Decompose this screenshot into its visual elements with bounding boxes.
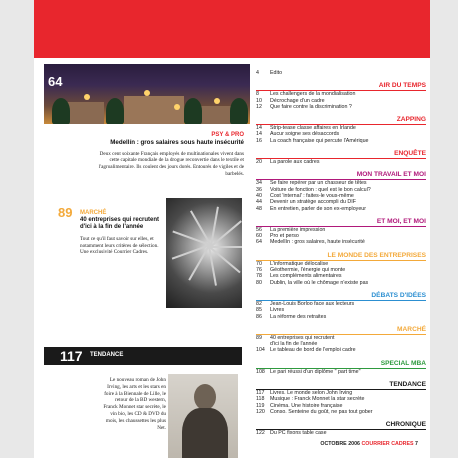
feature1-page-number: 64 [48, 74, 63, 89]
toc-page-number: 122 [256, 430, 265, 437]
toc-section-heading: ZAPPING [256, 116, 426, 125]
toc-section-heading: AIR DU TEMPS [256, 82, 426, 91]
toc-page-number: 108 [256, 368, 265, 375]
toc-page-number: 34 [256, 180, 262, 187]
toc-entry-title: Voiture de fonction : quel est le bon calcul? [270, 186, 371, 193]
toc-entry [256, 430, 426, 436]
feature2-page-number: 89 [58, 205, 73, 220]
toc-page-number: 12 [256, 103, 262, 110]
feature2-kicker: MARCHÉ [80, 210, 107, 216]
toc-entry-title: Décrochage d'un cadre [270, 97, 325, 104]
toc-page-number: 117 [256, 390, 265, 397]
toc-entry [256, 206, 426, 212]
toc-section [256, 82, 426, 110]
toc-page-number: 104 [256, 347, 265, 354]
toc-entry-title: Livres. Le monde selon John Irving [270, 390, 353, 397]
toc-section-heading: TENDANCE [256, 381, 426, 390]
toc-page-number: 86 [256, 313, 262, 320]
toc-section [256, 218, 426, 246]
toc-page-number: 70 [256, 260, 262, 267]
toc-entry-title: Édito [270, 70, 283, 76]
magazine-page [34, 0, 430, 458]
toc-entry-title: Strip-tease classe affaires en Irlande [270, 125, 356, 132]
toc-entry [256, 280, 426, 286]
toc-entry-title: Medellín : gros salaires, haute insécurité [270, 239, 365, 246]
toc-entry-title: Les compléments alimentaires [270, 273, 342, 280]
toc-page-number: 89 [256, 334, 262, 341]
toc-entry [256, 138, 426, 144]
toc-page-number: 40 [256, 192, 262, 199]
toc-entry-title: Dublin, la ville où le chômage n'existe pas [270, 279, 369, 286]
toc-section [256, 421, 426, 436]
page-footer [320, 441, 418, 447]
toc-entry [256, 347, 426, 353]
toc-entry-title: La parole aux cadres [270, 159, 320, 166]
toc-page-number: 82 [256, 300, 262, 307]
turbine-photo [166, 198, 242, 308]
toc-entry-title: Que faire contre la discrimination ? [270, 103, 352, 110]
toc-entry-title: Cost 'internal' : faites-le vous-même [270, 192, 354, 199]
toc-entry-title: d'ici la fin de l'année [270, 341, 318, 348]
toc-entry-title: Conso. Senteine du goût, ne pas tout gober [270, 408, 373, 415]
toc-section [256, 381, 426, 415]
toc-page-number: 48 [256, 205, 262, 212]
toc-entry-title: Aucur soigne ses désaccords [270, 131, 340, 138]
toc-page-number: 85 [256, 307, 262, 314]
toc-section-heading: LE MONDE DES ENTREPRISES [256, 252, 426, 261]
toc-section [256, 360, 426, 375]
feature3-text: Le nouveau roman de John Irving, les arts et les stars en foire à la Biennale de Lille, le retour de la BD western, Franck Monnet star secrète, le vin bio, les CD & DVD du mois, les chaussettes les plus Net. [103, 377, 166, 431]
toc-entry-title: Le tableau de bord de l'emploi cadre [270, 347, 356, 354]
toc-section [256, 116, 426, 144]
medellin-photo [44, 64, 250, 124]
toc-section-heading: SPECIAL MBA [256, 360, 426, 369]
toc-entry-title: Cinéma. Une histoire française [270, 402, 343, 409]
toc-page-number: 20 [256, 159, 262, 166]
woman-photo [168, 374, 238, 458]
toc-entry [256, 104, 426, 110]
toc-entry-title: Pro et perso [270, 233, 299, 240]
feature1-block [94, 132, 244, 178]
feature2-block [80, 210, 166, 256]
toc-page-number: 76 [256, 267, 262, 274]
toc-entry-title: En entretien, parler de son ex-employeur [270, 205, 366, 212]
feature1-kicker: PSY & PRO [211, 132, 244, 138]
toc-entry [256, 159, 426, 165]
toc-page-number: 44 [256, 199, 262, 206]
toc-entry-title: Géothermie, l'énergie qui monte [270, 267, 346, 274]
toc-section [256, 171, 426, 211]
toc-section [256, 70, 426, 76]
toc-page-number: 120 [256, 408, 265, 415]
footer-brand: COURRIER CADRES [361, 441, 414, 447]
toc-entry-title: Les challengers de la mondialisation [270, 91, 356, 98]
toc-page-number: 4 [256, 70, 259, 76]
feature3-page-number: 117 [60, 348, 83, 364]
toc-entry-title: La réforme des retraites [270, 313, 327, 320]
feature1-text: Deux cent soixante Français employés de multinationales vivent dans cette capitale mondiale de la drogue reconvertie dans le textile et l'agroalimentaire. Ils coulent des jours dorés. Entourés de vigiles et de barbelés. [98, 150, 244, 177]
toc-entry-title: L'informatique délocalise [270, 260, 329, 267]
toc-section-heading: ET MOI, ET MOI [256, 218, 426, 227]
toc-section-heading: MARCHÉ [256, 326, 426, 335]
toc-page-number: 8 [256, 91, 259, 98]
toc-section-heading: ENQUÊTE [256, 150, 426, 159]
toc-page-number: 16 [256, 137, 262, 144]
footer-date: OCTOBRE 2006 [320, 441, 360, 447]
toc-page-number: 64 [256, 239, 262, 246]
footer-page-number: 7 [415, 441, 418, 447]
toc-entry-title: La première impression [270, 226, 326, 233]
toc-entry-title: Devenir un stratège accompli du DIF [270, 199, 356, 206]
toc-section [256, 292, 426, 320]
feature2-headline: 40 entreprises qui recrutent d'ici à la fin de l'année [80, 217, 160, 231]
toc-page-number: 10 [256, 97, 262, 104]
toc-section-heading: CHRONIQUE [256, 421, 426, 430]
toc-entry [256, 70, 426, 76]
toc-entry [256, 239, 426, 245]
toc-section-heading: DÉBATS D'IDÉES [256, 292, 426, 301]
tendance-banner [44, 347, 242, 365]
toc-section [256, 150, 426, 165]
toc-entry [256, 369, 426, 375]
feature1-headline: Medellín : gros salaires sous haute insécurité [110, 139, 244, 146]
toc-page-number: 36 [256, 186, 262, 193]
toc-page-number: 119 [256, 402, 265, 409]
toc-section [256, 326, 426, 354]
table-of-contents [256, 64, 426, 437]
toc-entry-title: 40 entreprises qui recrutent [270, 334, 335, 341]
toc-entry [256, 409, 426, 415]
toc-page-number: 14 [256, 131, 262, 138]
toc-page-number: 14 [256, 125, 262, 132]
toc-entry-title: Livres [270, 307, 285, 314]
toc-entry-title: Se faire repérer par un chasseur de têtes [270, 180, 367, 187]
top-color-band [34, 0, 430, 58]
toc-page-number: 80 [256, 279, 262, 286]
feature3-label: TENDANCE [90, 352, 124, 358]
feature2-text: Tout ce qu'il faut savoir sur elles, et notamment leurs critères de sélection. Une exclusivité Courrier Cadres. [80, 235, 159, 256]
toc-entry-title: Jean-Louis Borloo face aux lecteurs [270, 300, 355, 307]
toc-entry-title: Du PC fixons table case [270, 430, 327, 437]
toc-page-number: 78 [256, 273, 262, 280]
toc-section-heading: MON TRAVAIL ET MOI [256, 171, 426, 180]
toc-page-number: 60 [256, 233, 262, 240]
toc-page-number: 56 [256, 226, 262, 233]
toc-page-number: 118 [256, 396, 265, 403]
toc-entry [256, 314, 426, 320]
toc-entry-title: La coach française qui percute l'Amérique [270, 137, 369, 144]
toc-entry-title: Musique : Franck Monnet la star secrète [270, 396, 365, 403]
toc-section [256, 252, 426, 286]
toc-entry-title: Le pari réussi d'un diplôme " part time" [270, 368, 361, 375]
